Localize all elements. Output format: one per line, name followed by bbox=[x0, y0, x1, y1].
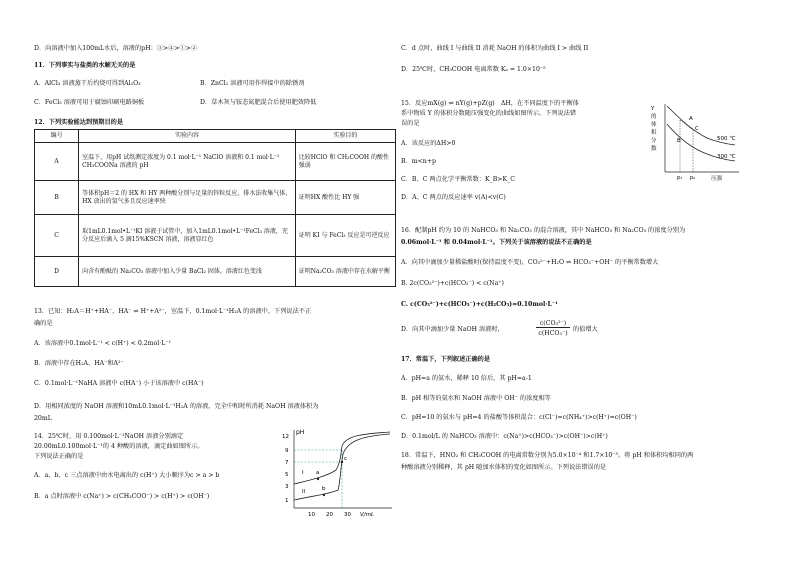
q15-option-d: D．A、C 两点的反应速率 v(A)<v(C) bbox=[401, 194, 506, 201]
q12-row-id: A bbox=[35, 143, 79, 181]
q14-point-label: c bbox=[344, 456, 348, 462]
q16-stem-line1: 16．配制pH 约为 10 的 NaHCO₃ 和 Na₂CO₃ 的混合溶液，其中 NaHCO₃ 和 Na₂CO₃ 的浓度分别为 bbox=[401, 227, 686, 234]
q14-xtick: 20 bbox=[326, 512, 333, 518]
table-row bbox=[35, 181, 396, 215]
q15-ylabel-char: 数 bbox=[651, 146, 657, 152]
q11-stem: 11．下列事实与盐类的水解无关的是 bbox=[34, 62, 136, 69]
q11-option-b: B．ZnCl₂ 溶液可用作焊接中的除锈剂 bbox=[200, 80, 305, 87]
table-row bbox=[35, 257, 396, 287]
q12-header-content: 实验内容 bbox=[79, 130, 296, 143]
q15-xlabel: 压强 bbox=[711, 176, 723, 182]
q14-point-label: b bbox=[322, 486, 326, 492]
q14-ytick: 5 bbox=[285, 472, 289, 478]
q15-ylabel-char: 积 bbox=[651, 130, 657, 136]
q15-curve-t2: 300 ℃ bbox=[717, 154, 736, 160]
q17-option-b: B．pH 相等的氨水和 NaOH 溶液中 OH⁻ 的浓度相等 bbox=[401, 395, 551, 402]
q17-option-c: C．pH=10 的氨水与 pH=4 的盐酸等体积混合：c(Cl⁻)=c(NH₄⁺)>c(H⁺)=c(OH⁻) bbox=[401, 414, 637, 421]
q16-option-c: C. c(CO₃²⁻)+c(HCO₃⁻)+c(H₂CO₃)=0.10mol·L⁻¹ bbox=[401, 301, 558, 308]
q14-ytick: 12 bbox=[282, 434, 289, 440]
q18-stem-line1: 18．常温下，HNO₂ 和 CH₃COOH 的电离常数分别为5.0×10⁻⁴ 和1.7×10⁻⁵。将 pH 和体积均相同的两 bbox=[401, 452, 694, 459]
q13-option-b: B．溶液中存在H₂A、HA⁻和A²⁻ bbox=[34, 360, 124, 367]
table-row bbox=[35, 215, 396, 257]
q12-row-purpose: 证明HX 酸性比 HY 强 bbox=[295, 181, 395, 215]
q12-row-content: 等体积pH＝2 的 HX 和 HY 两种酸分别与足量的锌粒反应，排水法收集气体，HX 放出的氢气多且反应速率快 bbox=[79, 181, 296, 215]
q14-stem-line3: 下列说法正确的是 bbox=[34, 453, 84, 460]
q12-row-id: D bbox=[35, 257, 79, 287]
q15-ylabel-char: 体 bbox=[651, 122, 657, 128]
q14-option-c: C．d 点时，曲线 I 与曲线 II 消耗 NaOH 的体积为曲线 I > 曲线 II bbox=[401, 45, 589, 52]
q15-stem-line3: 误的是 bbox=[401, 120, 420, 127]
q15-curve-t1: 500 ℃ bbox=[717, 136, 736, 142]
q15-equilibrium-graph bbox=[647, 100, 763, 184]
q14-ytick: 1 bbox=[285, 498, 289, 504]
q15-option-b: B．m<n+p bbox=[401, 158, 436, 165]
q14-ytick: 3 bbox=[285, 484, 289, 490]
q14-xtick: 30 bbox=[344, 512, 351, 518]
q17-option-a: A．pH=a 的氨水，稀释 10 倍后，其 pH=a-1 bbox=[401, 375, 532, 382]
q12-stem: 12．下列实验能达到预期目的是 bbox=[34, 119, 124, 126]
q14-ytick: 7 bbox=[285, 460, 289, 466]
q15-point-b: B bbox=[677, 138, 681, 144]
q16-option-a: A．向其中滴加少量稀盐酸时(保持温度不变)，CO₃²⁻+H₂O ⇌ HCO₃⁻+OH⁻ 的平衡常数增大 bbox=[401, 259, 659, 266]
q18-stem-line2: 种酸溶液分别稀释，其 pH 随加水体积的变化如图所示。下列说法错误的是 bbox=[401, 464, 607, 471]
q15-ylabel-char: 的 bbox=[651, 114, 657, 120]
q12-row-id: B bbox=[35, 181, 79, 215]
q12-table bbox=[34, 129, 396, 287]
q16-option-d-suffix: 的值增大 bbox=[573, 326, 598, 333]
q16-fraction-denominator: c(HCO₃⁻) bbox=[538, 330, 568, 337]
q15-option-c: C．B、C 两点化学平衡常数：K_B>K_C bbox=[401, 176, 515, 183]
q12-row-purpose: 证明Na₂CO₃ 溶液中存在水解平衡 bbox=[295, 257, 395, 287]
q15-ylabel-char: 分 bbox=[651, 138, 657, 144]
q17-stem: 17．常温下，下列叙述正确的是 bbox=[401, 356, 491, 363]
q12-row-id: C bbox=[35, 215, 79, 257]
q16-fraction-numerator: c(CO₃²⁻) bbox=[536, 321, 570, 328]
q14-point-label: a bbox=[316, 470, 320, 476]
q14-xunit: V/mL bbox=[360, 512, 375, 518]
q13-stem-line1: 13．已知：H₂A＝H⁺+HA⁻，HA⁻ ⇌ H⁺+A²⁻，室温下，0.1mol·L⁻¹H₂A 的溶液中，下列说法不正 bbox=[34, 308, 312, 315]
q13-option-d-line1: D．用相同浓度的 NaOH 溶液和10mL0.1mol·L⁻¹H₂A 的溶液，完全中和时所消耗 NaOH 溶液体积为 bbox=[34, 403, 319, 410]
q15-stem-line1: 15．反应mX(g) ⇌ nY(g)+pZ(g) ΔH，在不同温度下的平衡体 bbox=[401, 100, 579, 107]
q13-stem-line2: 确的是 bbox=[34, 320, 53, 327]
q12-row-content: 向含有酚酞的 Na₂CO₃ 溶液中加入少量 BaCl₂ 固体，溶液红色变浅 bbox=[79, 257, 296, 287]
q15-stem-line2: 系中物质 Y 的体积分数随压强变化的曲线如图所示。下列说法错 bbox=[401, 110, 577, 117]
q16-option-d-text: D．向其中滴加少量 NaOH 溶液时， bbox=[401, 326, 504, 333]
q14-stem-line1: 14．25℃时，用 0.100mol·L⁻¹NaOH 溶液分别滴定 bbox=[34, 433, 184, 440]
q13-option-d-line2: 20mL bbox=[34, 415, 52, 422]
q12-header-id: 编号 bbox=[35, 130, 79, 143]
q14-xtick: 10 bbox=[308, 512, 315, 518]
q15-p2: p₂ bbox=[690, 175, 696, 181]
table-row bbox=[35, 143, 396, 181]
q12-row-content: 室温下，用pH 试纸测定浓度为 0.1 mol·L⁻¹ NaClO 溶液和 0.1 mol·L⁻¹ CH₃COONa 溶液的 pH bbox=[79, 143, 296, 181]
q14-stem-line2: 20.00mL0.100mol·L⁻¹的 4 种酸的溶液，滴定曲如图所示。 bbox=[34, 443, 204, 450]
q14-titration-graph bbox=[280, 424, 396, 520]
q14-option-a: A．a、b、c 三点溶液中由水电离出的 c(H⁺) 大小顺序为c > a > b bbox=[34, 472, 220, 479]
q14-graph-ylabel: pH bbox=[296, 429, 305, 436]
q14-ytick: 9 bbox=[285, 448, 289, 454]
q14-curve-label: I bbox=[302, 470, 304, 476]
q15-p1: p₁ bbox=[677, 175, 683, 181]
q15-option-a: A．该反应的ΔH>0 bbox=[401, 140, 456, 147]
q12-row-content: 取1mL0.1mol•L⁻¹KI 溶液于试管中，加入1mL0.1mol•L⁻¹FeCl₃ 溶液，充分反应后滴入 5 滴15%KSCN 溶液，溶液显红色 bbox=[79, 215, 296, 257]
q15-point-a: A bbox=[689, 116, 693, 122]
q11-option-c: C．FeCl₃ 溶液可用于腐蚀印刷电路铜板 bbox=[34, 99, 145, 106]
q10-option-d: D．向溶液中加入100mL水后，溶液的pH：③>④>①>② bbox=[34, 45, 198, 52]
q15-point-c: C bbox=[695, 126, 699, 132]
q11-option-a: A．AlCl₃ 溶液蒸干后灼烧可得到Al₂O₃ bbox=[34, 80, 141, 87]
q14-option-b: B．a 点时溶液中 c(Na⁺) > c(CH₃COO⁻) > c(H⁺) > c(OH⁻) bbox=[34, 493, 210, 500]
q12-row-purpose: 比较HClO 和 CH₃COOH 的酸性强弱 bbox=[295, 143, 395, 181]
q12-row-purpose: 证明 KI 与 FeCl₃ 反应是可逆反应 bbox=[295, 215, 395, 257]
q16-stem-line2: 0.06mol·L⁻¹ 和 0.04mol·L⁻¹。下列关于该溶液的说法不正确的是 bbox=[401, 239, 592, 246]
q11-option-d: D．草木灰与铵态氮肥混合后使用肥效降低 bbox=[200, 99, 317, 106]
q17-option-d: D．0.1mol/L 的 NaHCO₃ 溶液中：c(Na⁺)>c(HCO₃⁻)>c(OH⁻)>c(H⁺) bbox=[401, 433, 608, 440]
q14-option-d: D．25℃时，CH₃COOH 电离常数 Kₐ = 1.0×10⁻⁵ bbox=[401, 66, 546, 73]
q15-ylabel-char: Y bbox=[651, 106, 655, 112]
q12-header-purpose: 实验目的 bbox=[295, 130, 395, 143]
q13-option-c: C．0.1mol·L⁻¹NaHA 溶液中 c(HA⁻) 小于该溶液中 c(HA⁻) bbox=[34, 380, 204, 387]
q13-option-a: A．该溶液中0.1mol·L⁻¹ < c(H⁺) < 0.2mol·L⁻¹ bbox=[34, 340, 172, 347]
q16-option-b: B. 2c(CO₃²⁻)+c(HCO₃⁻) < c(Na⁺) bbox=[401, 280, 504, 287]
q14-curve-label: II bbox=[302, 489, 306, 495]
